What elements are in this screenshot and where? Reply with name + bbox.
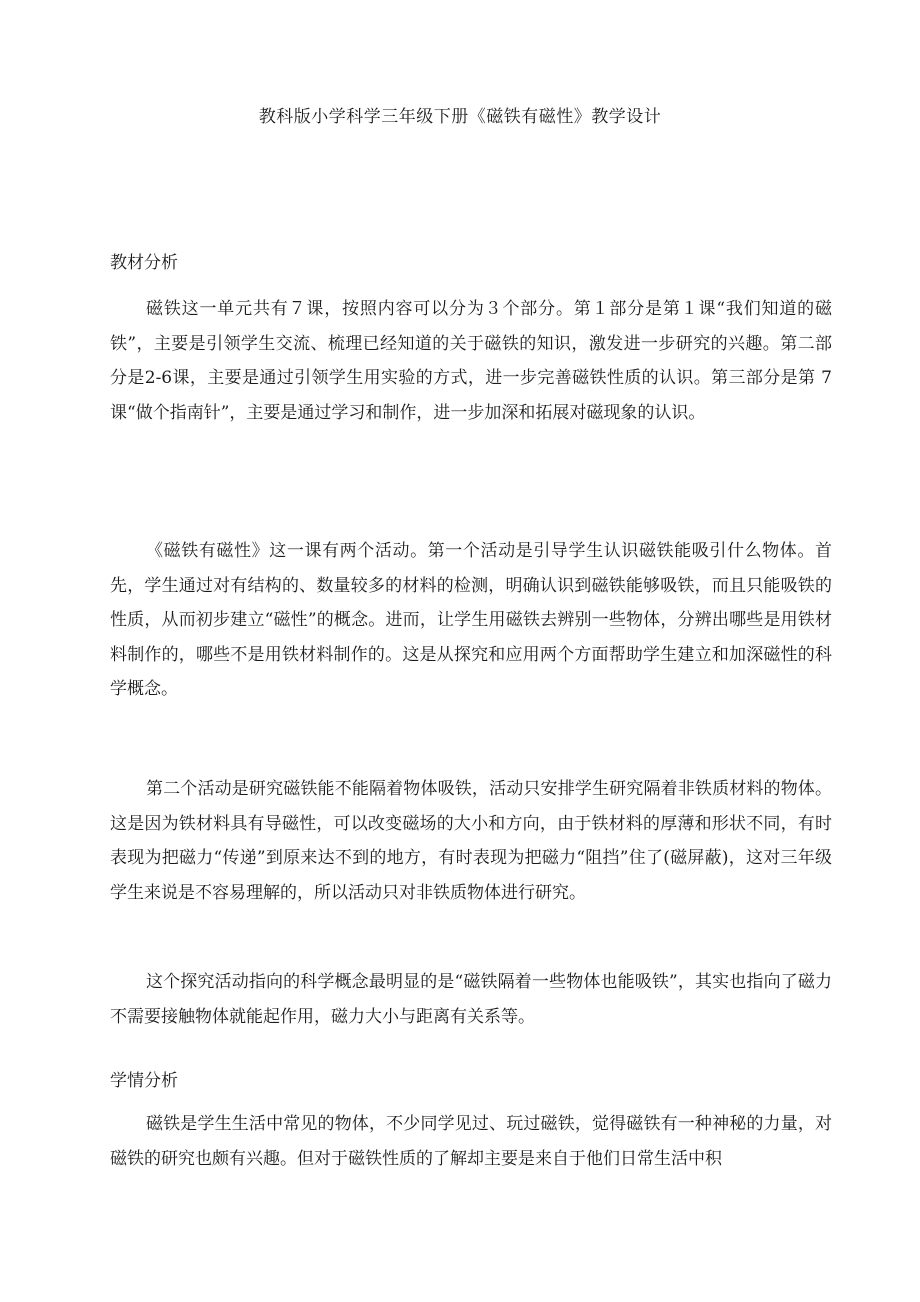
document-title: 教科版小学科学三年级下册《磁铁有磁性》教学设计 [258,107,662,127]
paragraph: 这个探究活动指向的科学概念最明显的是“磁铁隔着一些物体也能吸铁”，其实也指向了磁力不需要接触物体就能起作用，磁力大小与距离有关系等。 [110,972,832,1027]
paragraph: 磁铁这一单元共有７课，按照内容可以分为３个部分。第１部分是第１课“我们知道的磁铁”，主要是引领学生交流、梳理已经知道的关于磁铁的知识，激发进一步研究的兴趣。第二部分是2-6课，主要是通过引领学生用实验的方式，进一步完善磁铁性质的认识。第三部分是第 7 课“做个指南针”，主要是通过学习和制作，进一步加深和拓展对磁现象的认识。 [110,299,832,423]
section-heading-textbook-analysis: 教材分析 [110,253,178,273]
paragraph: 《磁铁有磁性》这一课有两个活动。第一个活动是引导学生认识磁铁能吸引什么物体。首先，学生通过对有结构的、数量较多的材料的检测，明确认识到磁铁能够吸铁，而且只能吸铁的性质，从而初步建立“磁性”的概念。进而，让学生用磁铁去辨别一些物体，分辨出哪些是用铁材料制作的，哪些不是用铁材料制作的。这是从探究和应用两个方面帮助学生建立和加深磁性的科学概念。 [110,541,832,699]
paragraph: 磁铁是学生生活中常见的物体，不少同学见过、玩过磁铁，觉得磁铁有一种神秘的力量，对磁铁的研究也颇有兴趣。但对于磁铁性质的了解却主要是来自于他们日常生活中积 [110,1114,832,1169]
section-heading-student-analysis: 学情分析 [110,1071,178,1091]
paragraph: 第二个活动是研究磁铁能不能隔着物体吸铁，活动只安排学生研究隔着非铁质材料的物体。这是因为铁材料具有导磁性，可以改变磁场的大小和方向，由于铁材料的厚薄和形状不同，有时表现为把磁力“传递”到原来达不到的地方，有时表现为把磁力“阻挡”住了(磁屏蔽)，这对三年级学生来说是不容易理解的，所以活动只对非铁质物体进行研究。 [110,779,832,903]
